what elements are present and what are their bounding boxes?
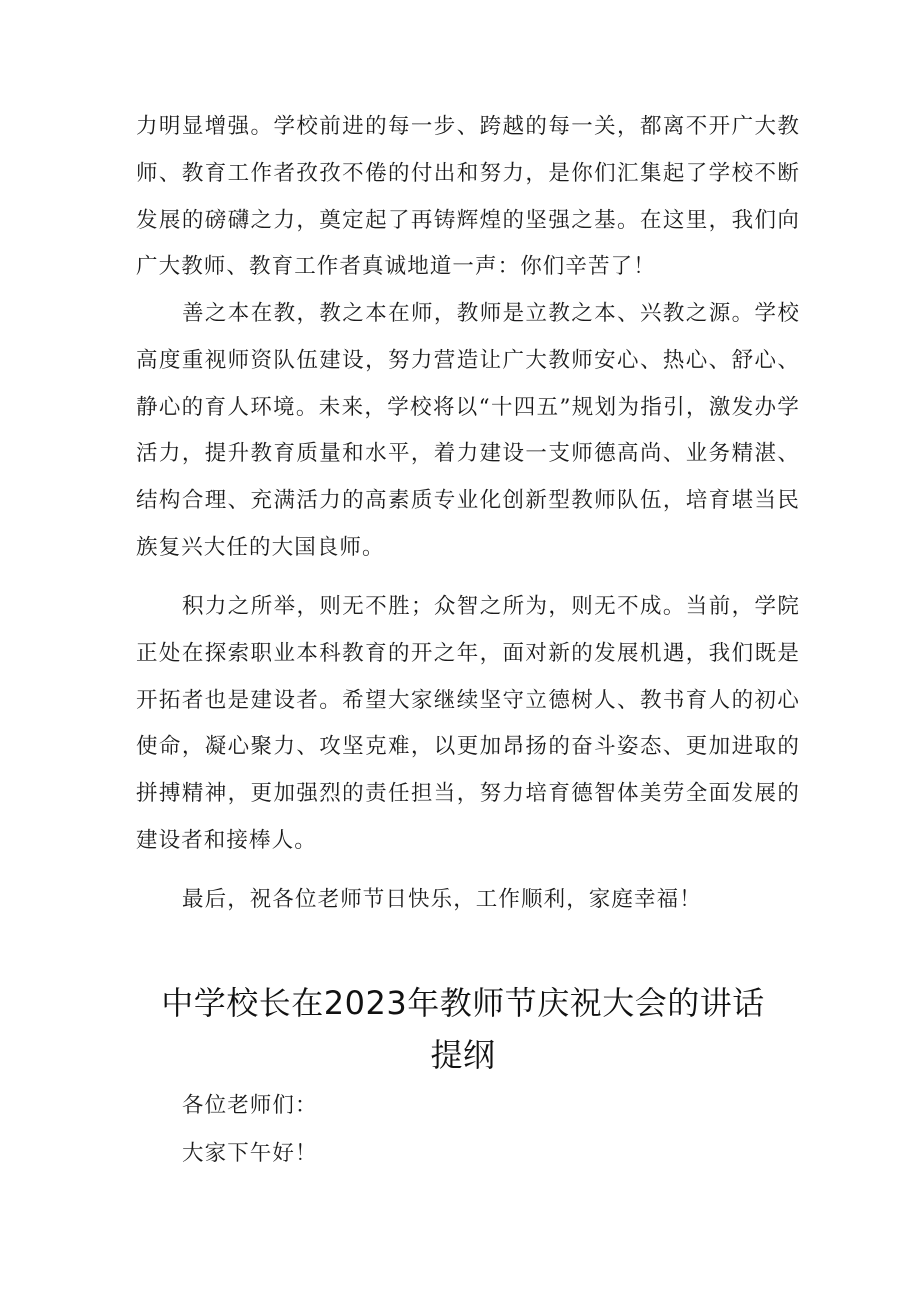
salutation-greeting: 各位老师们： bbox=[182, 1093, 318, 1118]
speech-title-line-1: 中学校长在2023年教师节庆祝大会的讲话 bbox=[161, 984, 765, 1022]
paragraph-continued bbox=[136, 104, 800, 291]
paragraph-teachers-foundation bbox=[136, 291, 800, 572]
paragraph-text: 善之本在教，教之本在师，教师是立教之本、兴教之源。学校高度重视师资队伍建设，努力营造让广大教师安心、热心、舒心、静心的育人环境。未来，学校将以“十四五”规划为指引，激发办学活力，提升教育质量和水平，着力建设一支师德高尚、业务精湛、结构合理、充满活力的高素质专业化创新型教师队伍，培育堪当民族复兴大任的大国良师。 bbox=[136, 301, 800, 560]
paragraph-text: 积力之所举，则无不胜；众智之所为，则无不成。当前，学院正处在探索职业本科教育的开之年，面对新的发展机遇，我们既是开拓者也是建设者。希望大家继续坚守立德树人、教书育人的初心使命，凝心聚力、攻坚克难，以更加昂扬的奋斗姿态、更加进取的拼搏精神，更加强烈的责任担当，努力培育德智体美劳全面发展的建设者和接棒人。 bbox=[136, 594, 800, 853]
paragraph-closing-wishes bbox=[136, 877, 800, 924]
paragraph-text: 最后，祝各位老师节日快乐，工作顺利，家庭幸福！ bbox=[182, 887, 702, 912]
speech-title-line-2: 提纲 bbox=[430, 1036, 496, 1074]
salutation-afternoon: 大家下午好！ bbox=[182, 1141, 318, 1166]
paragraph-text: 力明显增强。学校前进的每一步、跨越的每一关，都离不开广大教师、教育工作者孜孜不倦的付出和努力，是你们汇集起了学校不断发展的磅礴之力，奠定起了再铸辉煌的坚强之基。在这里，我们向广大教师、教育工作者真诚地道一声：你们辛苦了！ bbox=[136, 114, 800, 280]
paragraph-collective-effort bbox=[136, 584, 800, 865]
